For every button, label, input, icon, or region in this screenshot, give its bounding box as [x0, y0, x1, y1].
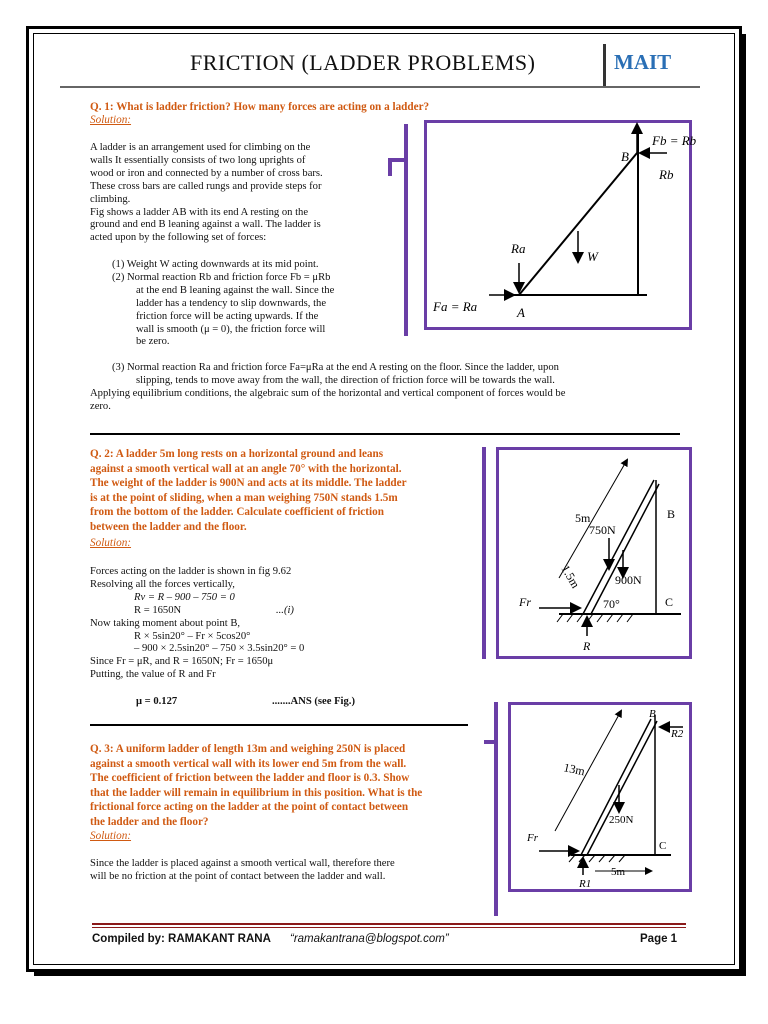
q3-question-line: Q. 3: A uniform ladder of length 13m and weighing 250N is placed — [90, 743, 406, 755]
footer-email: “ramakantrana@blogspot.com” — [290, 933, 449, 945]
q3-figure — [508, 702, 692, 892]
q3-label-5m: 5m — [611, 866, 626, 878]
q1-items — [112, 259, 392, 349]
q2-question-line: The weight of the ladder is 900N and acts at its middle. The ladder — [90, 477, 407, 490]
q2-label-1-5m: 1.5m — [558, 562, 583, 591]
footer-rule — [92, 927, 686, 928]
q2-question-line: between the ladder and the floor. — [90, 520, 247, 533]
q3-question-line: the ladder and the floor? — [90, 815, 209, 828]
q2-label-angle: 70° — [603, 597, 620, 611]
q2-line: Forces acting on the ladder is shown in fig 9.62 — [90, 566, 292, 577]
q1-ladder — [519, 153, 637, 295]
q1-label-fa: Fa = Ra — [433, 299, 478, 314]
section-divider — [90, 724, 468, 726]
q2-dimension-5m — [559, 460, 627, 578]
q1-para2-line: Fig shows a ladder AB with its end A resting on the — [90, 206, 309, 218]
q1-item3-line: slipping, tends to move away from the wall, the direction of friction force will be towards the wall. — [136, 374, 555, 386]
q1-item2-line: (2) Normal reaction Rb and friction force Fb = μRb — [112, 271, 331, 283]
q1-para1-line: These cross bars are called rungs and provide steps for — [90, 180, 322, 192]
q3-question-line: frictional force acting on the ladder at the point of contact between — [90, 801, 409, 814]
q1-para3 — [90, 388, 690, 414]
brand-name: MAIT — [614, 50, 672, 74]
q2-label-900n: 900N — [615, 573, 642, 587]
q2-line-text: R = 1650N — [134, 604, 182, 616]
q2-label-fr: Fr — [519, 595, 531, 609]
q1-label-ra: Ra — [511, 241, 526, 256]
q2-label-c: C — [665, 595, 674, 609]
q2-question-line: against a smooth vertical wall at an angle 70° with the horizontal. — [90, 462, 402, 475]
q3-question — [90, 742, 480, 830]
q1-para3-line: zero. — [90, 400, 111, 412]
q2-line: Now taking moment about point B, — [90, 617, 241, 629]
q2-figure — [496, 447, 692, 659]
footer-rule — [92, 923, 686, 925]
q3-solution-label: Solution: — [90, 830, 132, 842]
q1-para1-line: climbing. — [90, 193, 131, 205]
page-title: FRICTION (LADDER PROBLEMS) — [190, 50, 536, 75]
q2-answer-note: .......ANS (see Fig.) — [272, 696, 355, 707]
q3-label-13m: 13m — [562, 760, 587, 779]
q1-label-b: B — [621, 149, 629, 164]
q2-line: Putting, the value of R and Fr — [90, 669, 216, 681]
q1-item1: (1) Weight W acting downwards at its mid point. — [112, 259, 319, 270]
q2-line: Rv = R – 900 – 750 = 0 — [134, 591, 235, 603]
q1-item2-line: be zero. — [136, 336, 170, 348]
q3-label-r2: R2 — [671, 728, 684, 740]
q2-label-r: R — [583, 639, 591, 653]
q2-bracket — [482, 447, 486, 659]
q1-para1-line: walls It essentially consists of two long uprights of — [90, 154, 306, 166]
q1-item3 — [112, 362, 692, 388]
q1-item3-line: (3) Normal reaction Ra and friction force Fa=μRa at the end A resting on the floor. Since the ladder, upon — [112, 362, 559, 373]
q2-question — [90, 447, 470, 535]
q1-figure — [424, 120, 697, 330]
q3-label-250n: 250N — [609, 814, 634, 826]
q1-item2-line: wall is smooth (μ = 0), the friction force will — [136, 323, 326, 335]
q2-line: Resolving all the forces vertically, — [90, 578, 235, 590]
title-separator — [603, 44, 606, 86]
q3-question-line: The coefficient of friction between the ladder and floor is 0.3. Show — [90, 772, 410, 785]
q2-ground-hatch — [557, 614, 633, 622]
q2-label-b: B — [667, 507, 676, 521]
q1-item2-line: ladder has a tendency to slip downwards, the — [136, 297, 327, 309]
q2-ladder-side — [591, 484, 659, 614]
q1-figure-svg — [427, 123, 697, 327]
q1-para1 — [90, 142, 390, 245]
q2-figure-svg — [499, 450, 689, 656]
q3-bracket-tick — [484, 740, 498, 744]
q1-label-a: A — [517, 305, 525, 320]
q2-line: – 900 × 2.5sin20° – 750 × 3.5sin20° = 0 — [134, 643, 305, 655]
q1-para2-line: ground and end B leaning against a wall. The ladder is — [90, 219, 321, 231]
q3-label-r1: R1 — [579, 878, 592, 890]
q1-label-fb: Fb = Rb — [652, 133, 697, 148]
q1-label-rb: Rb — [659, 167, 674, 182]
page-shadow-right — [742, 34, 746, 976]
q3-line: Since the ladder is placed against a smooth vertical wall, therefore there — [90, 858, 395, 869]
q2-answer: μ = 0.127 — [136, 696, 178, 707]
footer-compiled-by: Compiled by: RAMAKANT RANA — [92, 933, 271, 945]
q3-figure-svg — [511, 705, 689, 889]
q1-bracket-tick — [388, 158, 392, 176]
footer-page-number: Page 1 — [640, 933, 678, 945]
q3-ladder-side — [581, 719, 651, 855]
q1-label-w: W — [587, 249, 598, 264]
q1-para1-line: wood or iron and connected by a number of cross bars. — [90, 167, 323, 179]
q3-question-line: that the ladder will remain in equilibrium in this position. What is the — [90, 786, 423, 799]
q1-solution-label: Solution: — [90, 114, 132, 126]
q3-working — [90, 858, 480, 884]
q1-para2-line: acted upon by the following set of forces: — [90, 232, 267, 244]
q1-bracket — [404, 124, 408, 336]
section-divider — [90, 433, 680, 435]
q3-label-c: C — [659, 840, 667, 852]
q3-bracket — [494, 702, 498, 916]
q2-working — [90, 566, 470, 682]
q2-line — [90, 605, 470, 618]
q2-label-5m: 5m — [575, 511, 591, 525]
title-underline — [60, 86, 700, 88]
q1-question: Q. 1: What is ladder friction? How many forces are acting on a ladder? — [90, 101, 430, 113]
q3-line: will be no friction at the point of contact between the ladder and wall. — [90, 870, 386, 882]
q2-label-750n: 750N — [589, 523, 616, 537]
q2-question-line: is at the point of sliding, when a man weighing 750N stands 1.5m — [90, 491, 398, 504]
q2-ladder-side — [583, 480, 654, 614]
q2-question-line: from the bottom of the ladder. Calculate coefficient of friction — [90, 506, 384, 519]
q3-question-line: against a smooth vertical wall with its lower end 5m from the wall. — [90, 757, 407, 770]
q3-ladder-side — [587, 721, 657, 855]
q2-eq-number: ...(i) — [276, 604, 294, 616]
q1-item2-line: friction force will be acting upwards. If the — [136, 310, 319, 322]
q2-line: R × 5sin20° – Fr × 5cos20° — [134, 630, 251, 642]
q2-solution-label: Solution: — [90, 537, 132, 549]
q1-para3-line: Applying equilibrium conditions, the algebraic sum of the horizontal and vertical component of forces would be — [90, 388, 566, 399]
q3-label-b: B — [649, 708, 656, 720]
q2-line: Since Fr = μR, and R = 1650N; Fr = 1650μ — [90, 656, 274, 668]
q2-question-line: Q. 2: A ladder 5m long rests on a horizontal ground and leans — [90, 448, 384, 460]
q1-para1-line: A ladder is an arrangement used for climbing on the — [90, 142, 311, 153]
q3-ground-hatch — [569, 855, 625, 862]
q1-item2-line: at the end B leaning against the wall. Since the — [136, 284, 335, 296]
page-shadow-bottom — [34, 972, 746, 976]
q3-label-fr: Fr — [527, 832, 538, 844]
